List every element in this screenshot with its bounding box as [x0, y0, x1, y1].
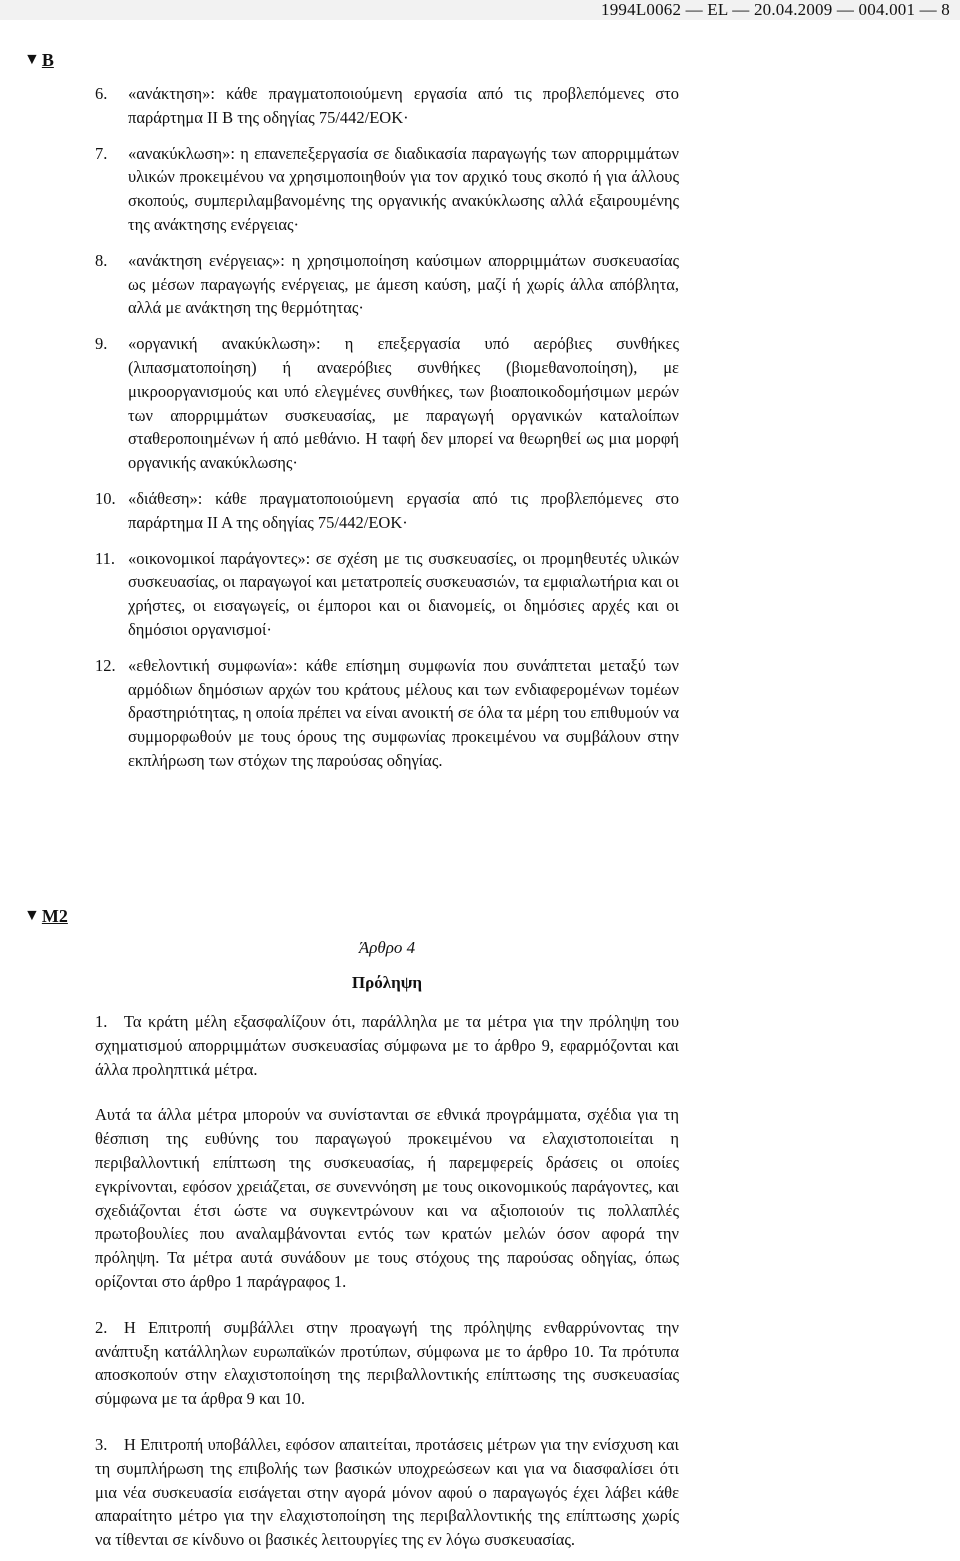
definition-item — [95, 487, 679, 535]
article-paragraph: 1. Τα κράτη μέλη εξασφαλίζουν ότι, παράλληλα με τα μέτρα για την πρόληψη του σχηματισμού απορριμμάτων συσκευασίας σύμφωνα με το άρθρο 9, εφαρμόζονται και άλλα προληπτικά μέτρα. — [95, 1012, 679, 1079]
article-number: Άρθρο 4 — [358, 938, 416, 957]
definition-number: 12. — [95, 655, 116, 675]
definition-number: 6. — [95, 84, 108, 103]
definition-number: 9. — [95, 334, 108, 354]
definition-item — [95, 249, 679, 320]
triangle-down-icon: ▼ — [24, 907, 40, 924]
amendment-marker-m2[interactable] — [24, 906, 68, 926]
article-title: Πρόληψη — [351, 973, 423, 992]
marker-label-m2[interactable]: M2 — [41, 906, 68, 926]
definition-item — [95, 654, 679, 773]
definition-item — [95, 547, 679, 642]
article-paragraph: 2. Η Επιτροπή συμβάλλει στην προαγωγή της πρόληψης ενθαρρύνοντας την ανάπτυξη κατάλληλων ευρωπαϊκών προτύπων, σύμφωνα με το άρθρο 10. Τα πρότυπα αποσκοπούν στην ελαχιστοποίηση της περιβαλλοντικής επίπτωσης της συσκευασίας σύμφωνα με τα άρθρα 9 και 10. — [95, 1317, 679, 1409]
definition-number: 8. — [95, 250, 108, 270]
article-paragraph: 3. Η Επιτροπή υποβάλλει, εφόσον απαιτείται, προτάσεις μέτρων για την ενίσχυση και τη συμπλήρωση της επιβολής των βασικών υποχρεώσεων και για να διασφαλίσει ότι μια νέα συσκευασία εισάγεται στην αγορά μόνον αφού ο παραγωγός έχει λάβει κάθε απαραίτητο μέτρο για την ελαχιστοποίηση της περιβαλλοντικής της επίπτωσης χωρίς να τίθενται σε κίνδυνο οι βασικές λειτουργίες της εν λόγω συσκευασίας. — [95, 1434, 679, 1550]
amendment-marker-b[interactable] — [24, 50, 54, 70]
triangle-down-icon: ▼ — [24, 51, 40, 68]
definition-text: «εθελοντική συμφωνία»: κάθε επίσημη συμφωνία που συνάπτεται μεταξύ των αρμόδιων δημόσιων αρχών του κράτους μέλους και των ενδιαφερομένων τομέων δραστηριότητας, η οποία πρέπει να είναι ανοικτή σε όλα τα μέρη του επιθυμούν να συμμορφωθούν με τους όρους της συμφωνίας προκειμένου να συμβάλουν στην εκπλήρωση των στόχων της παρούσας οδηγίας. — [128, 655, 679, 770]
definition-text: «οργανική ανακύκλωση»: η επεξεργασία υπό αερόβιες συνθήκες (λιπασματοποίηση) ή αναερόβιες συνθήκες (βιομεθανοποίηση), με μικροοργανισμούς και υπό ελεγμένες συνθήκες, των βιοαποικοδομήσιμων μερών των απορριμμάτων συσκευασίας, με παραγωγή οργανικών καταλοίπων σταθεροποιημένων ή από μεθάνιο. Η ταφή δεν μπορεί να θεωρηθεί ως μια μορφή οργανικής ανακύκλωσης· — [128, 334, 679, 473]
definition-item — [95, 82, 679, 130]
definition-text: «ανάκτηση»: κάθε πραγματοποιούμενη εργασία από τις προβλεπόμενες στο παράρτημα ΙΙ Β της οδηγίας 75/442/ΕΟΚ· — [128, 84, 679, 127]
article-body — [95, 1010, 679, 1552]
definitions-list — [95, 82, 679, 773]
document-header — [0, 0, 960, 20]
definition-item — [95, 332, 679, 475]
definition-number: 11. — [95, 548, 116, 568]
definition-text: «οικονομικοί παράγοντες»: σε σχέση με τις συσκευασίες, οι προμηθευτές υλικών συσκευασίας, οι παραγωγοί και μετατροπείς συσκευασιών, τα εμφιαλωτήρια και οι χρήστες, οι εισαγωγείς, οι έμποροι και οι διανομείς, οι δημόσιες αρχές και οι δημόσιοι οργανισμοί· — [128, 548, 679, 639]
definition-text: «διάθεση»: κάθε πραγματοποιούμενη εργασία από τις προβλεπόμενες στο παράρτημα ΙΙ Α της οδηγίας 75/442/ΕΟΚ· — [128, 488, 679, 532]
document-reference: 1994L0062 — EL — 20.04.2009 — 004.001 — 8 — [601, 0, 950, 19]
definition-number: 7. — [95, 143, 108, 163]
definition-text: «ανάκτηση ενέργειας»: η χρησιμοποίηση καύσιμων απορριμμάτων συσκευασίας ως μέσων παραγωγής ενέργειας, με άμεση καύση, μαζί ή χωρίς άλλα απόβλητα, αλλά με ανάκτηση της θερμότητας· — [128, 250, 679, 318]
definition-item — [95, 142, 679, 237]
definition-number: 10. — [95, 488, 116, 508]
marker-label-b[interactable]: B — [41, 50, 54, 70]
article-paragraph: Αυτά τα άλλα μέτρα μπορούν να συνίστανται σε εθνικά προγράμματα, σχέδια για τη θέσπιση της ευθύνης του παραγωγού προκειμένου να ελαχιστοποιείται η περιβαλλοντική επίπτωση της συσκευασίας, ή παρεμφερείς δράσεις οι οποίες εγκρίνονται, εφόσον χρειάζεται, σε συνεννόηση με τους οικονομικούς παράγοντες, και σχεδιάζονται έτσι ώστε να συγκεντρώνουν και να αξιοποιούν τις πολλαπλές πρωτοβουλίες που αναλαμβάνονται εντός των κρατών μελών όσον αφορά την πρόληψη. Τα μέτρα αυτά συνάδουν με τους στόχους της παρούσας οδηγίας, όπως ορίζονται στο άρθρο 1 παράγραφος 1. — [95, 1105, 679, 1291]
definition-text: «ανακύκλωση»: η επανεπεξεργασία σε διαδικασία παραγωγής των απορριμμάτων υλικών προκειμένου να χρησιμοποιηθούν για τον αρχικό τους σκοπό ή για άλλους σκοπούς, συμπεριλαμβανομένης της οργανικής ανακύκλωσης αλλά εξαιρουμένης της ανάκτησης ενέργειας· — [128, 143, 679, 234]
